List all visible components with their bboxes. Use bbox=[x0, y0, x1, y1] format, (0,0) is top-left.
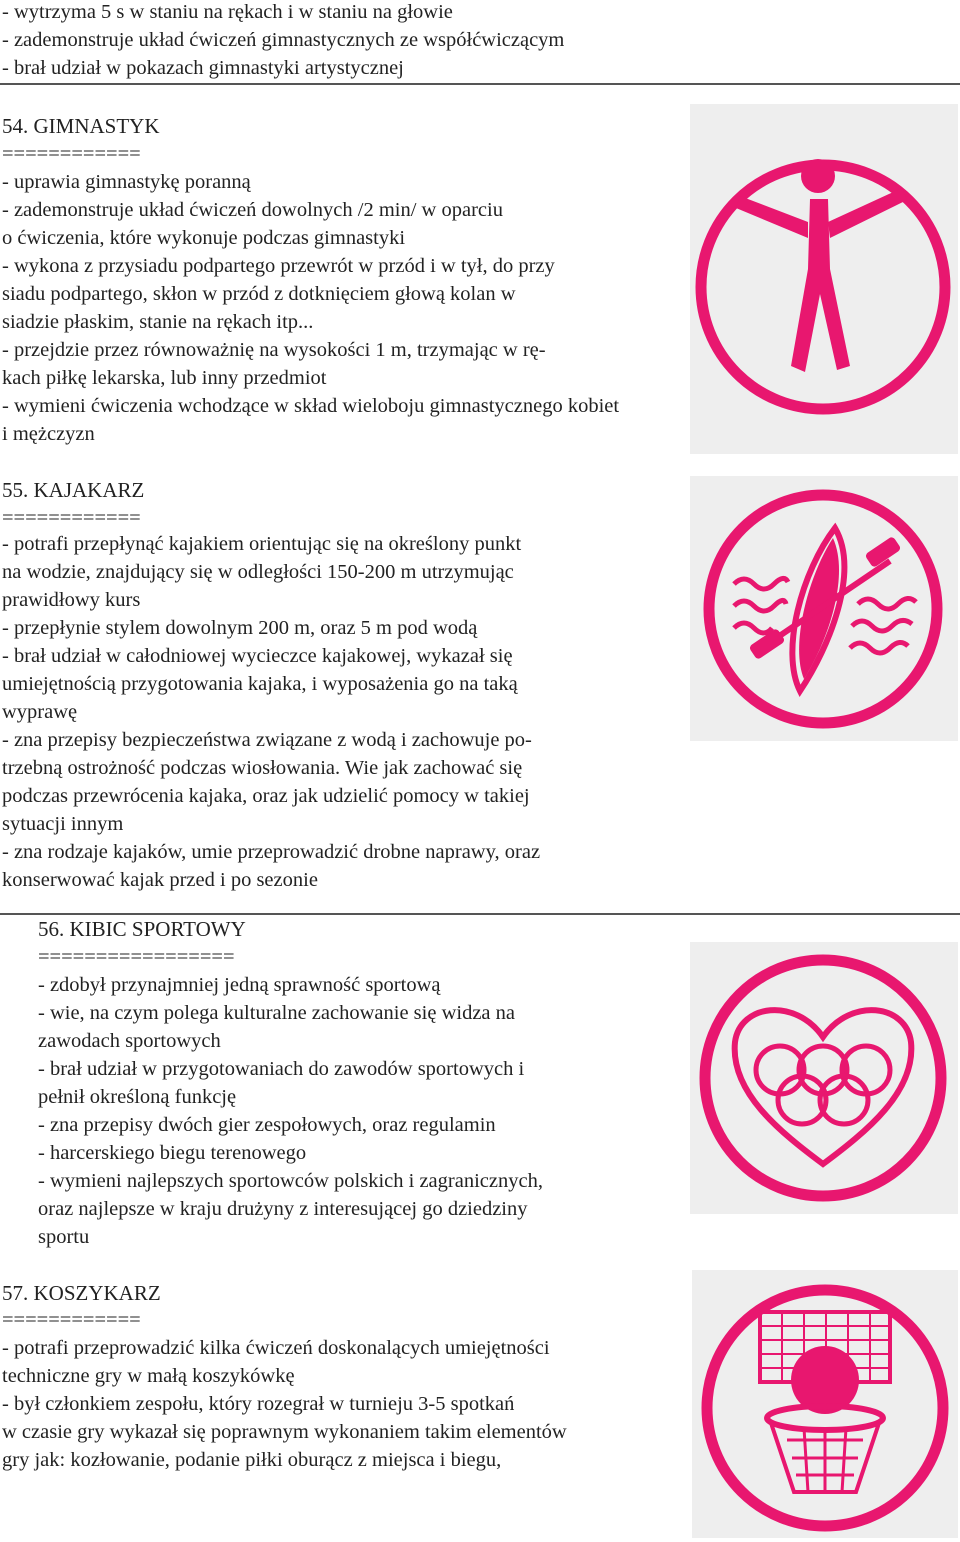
section-title-gimnastyk: 54. GIMNASTYK bbox=[2, 114, 160, 138]
title-underline: ================= bbox=[38, 946, 235, 968]
gymnast-badge-icon bbox=[690, 104, 958, 454]
text-line: - harcerskiego biegu terenowego bbox=[38, 1142, 307, 1164]
section-divider bbox=[0, 83, 960, 85]
text-line: - przepłynie stylem dowolnym 200 m, oraz 5 m pod wodą bbox=[2, 617, 478, 639]
text-line: o ćwiczenia, które wykonuje podczas gimnastyki bbox=[2, 227, 406, 249]
text-line: - zademonstruje układ ćwiczeń dowolnych /2 min/ w oparciu bbox=[2, 199, 503, 221]
text-line: - zna przepisy dwóch gier zespołowych, oraz regulamin bbox=[38, 1114, 496, 1136]
text-line: prawidłowy kurs bbox=[2, 589, 141, 611]
section-title-koszykarz: 57. KOSZYKARZ bbox=[2, 1281, 161, 1305]
text-line: sportu bbox=[38, 1226, 90, 1248]
text-line: oraz najlepsze w kraju drużyny z interesującej go dziedziny bbox=[38, 1198, 528, 1220]
text-line: - zademonstruje układ ćwiczeń gimnastycznych ze współćwiczącym bbox=[2, 29, 565, 51]
text-line: podczas przewrócenia kajaka, oraz jak udzielić pomocy w takiej bbox=[2, 785, 530, 807]
text-line: trzebną ostrożność podczas wiosłowania. Wie jak zachować się bbox=[2, 757, 523, 779]
text-line: kach piłkę lekarska, lub inny przedmiot bbox=[2, 367, 327, 389]
text-line: techniczne gry w małą koszykówkę bbox=[2, 1365, 295, 1387]
title-underline: ============ bbox=[2, 1309, 141, 1331]
text-line: - zdobył przynajmniej jedną sprawność sportową bbox=[38, 974, 441, 996]
text-line: - uprawia gimnastykę poranną bbox=[2, 171, 251, 193]
text-line: siadu podpartego, skłon w przód z dotknięciem głową kolan w bbox=[2, 283, 516, 305]
heart-rings-badge-icon bbox=[690, 942, 958, 1214]
section-title-kibic-sportowy: 56. KIBIC SPORTOWY bbox=[38, 917, 246, 941]
text-line: na wodzie, znajdujący się w odległości 150-200 m utrzymując bbox=[2, 561, 514, 583]
text-line: sytuacji innym bbox=[2, 813, 124, 835]
text-line: i mężczyzn bbox=[2, 423, 95, 445]
text-line: umiejętnością przygotowania kajaka, i wyposażenia go na taką bbox=[2, 673, 518, 695]
text-line: w czasie gry wykazał się poprawnym wykonaniem takim elementów bbox=[2, 1421, 567, 1443]
text-line: - wytrzyma 5 s w staniu na rękach i w staniu na głowie bbox=[2, 1, 453, 23]
section-title-kajakarz: 55. KAJAKARZ bbox=[2, 478, 145, 502]
basketball-badge-icon bbox=[692, 1270, 958, 1538]
title-underline: ============ bbox=[2, 507, 141, 529]
text-line: pełnił określoną funkcję bbox=[38, 1086, 237, 1108]
text-line: wyprawę bbox=[2, 701, 78, 723]
kayak-badge-icon bbox=[690, 476, 958, 741]
text-line: - brał udział w przygotowaniach do zawodów sportowych i bbox=[38, 1058, 525, 1080]
text-line: - był członkiem zespołu, który rozegrał w turnieju 3-5 spotkań bbox=[2, 1393, 515, 1415]
text-line: siadzie płaskim, stanie na rękach itp... bbox=[2, 311, 314, 333]
text-line: - wykona z przysiadu podpartego przewrót w przód i w tył, do przy bbox=[2, 255, 555, 277]
text-line: - potrafi przepłynąć kajakiem orientując się na określony punkt bbox=[2, 533, 522, 555]
text-line: - potrafi przeprowadzić kilka ćwiczeń doskonalących umiejętności bbox=[2, 1337, 550, 1359]
text-line: gry jak: kozłowanie, podanie piłki oburącz z miejsca i biegu, bbox=[2, 1449, 502, 1471]
text-line: - wymieni najlepszych sportowców polskich i zagranicznych, bbox=[38, 1170, 543, 1192]
title-underline: ============ bbox=[2, 143, 141, 165]
text-line: - przejdzie przez równoważnię na wysokości 1 m, trzymając w rę- bbox=[2, 339, 546, 361]
text-line: konserwować kajak przed i po sezonie bbox=[2, 869, 318, 891]
text-line: - zna rodzaje kajaków, umie przeprowadzić drobne naprawy, oraz bbox=[2, 841, 541, 863]
text-line: zawodach sportowych bbox=[38, 1030, 221, 1052]
text-line: - brał udział w pokazach gimnastyki artystycznej bbox=[2, 57, 404, 79]
text-line: - wie, na czym polega kulturalne zachowanie się widza na bbox=[38, 1002, 515, 1024]
text-line: - zna przepisy bezpieczeństwa związane z wodą i zachowuje po- bbox=[2, 729, 532, 751]
text-line: - wymieni ćwiczenia wchodzące w skład wieloboju gimnastycznego kobiet bbox=[2, 395, 620, 417]
text-line: - brał udział w całodniowej wycieczce kajakowej, wykazał się bbox=[2, 645, 513, 667]
